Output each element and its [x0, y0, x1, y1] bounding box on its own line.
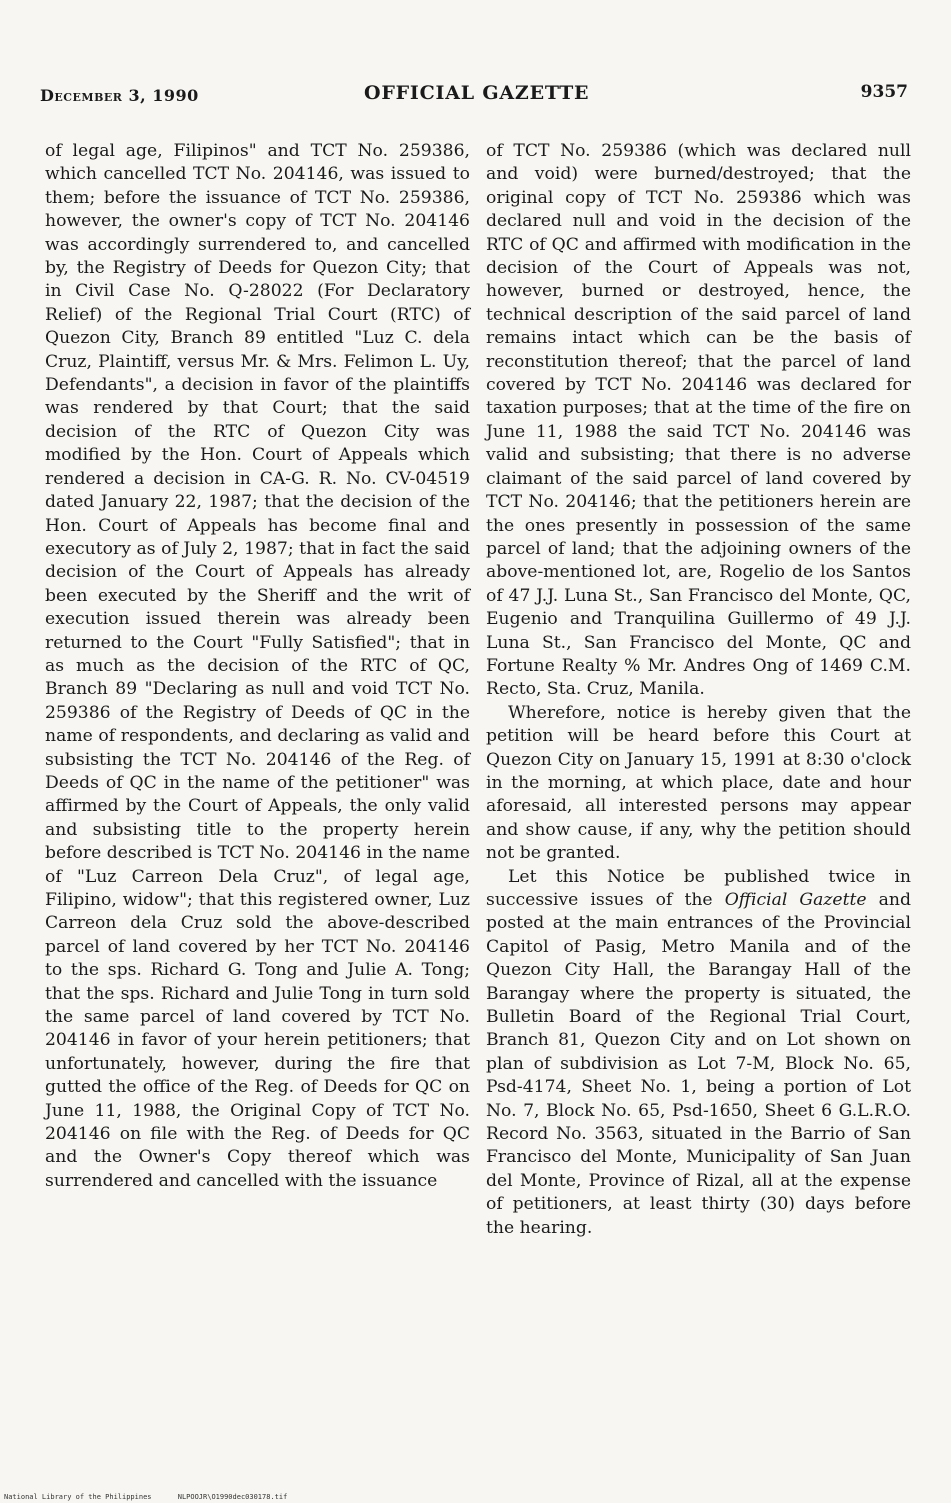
- right-column-paragraph-1: of TCT No. 259386 (which was declared null and void) were burned/destroyed; that the original copy of TCT No. 259386 which was declared null and void in the decision of the RTC of QC and affirmed with modification in the decision of the Court of Appeals was not, however, burned or destroyed, hence, the technical description of the said parcel of land remains intact which can be the basis of reconstitution thereof; that the parcel of land covered by TCT No. 204146 was declared for taxation purposes; that at the time of the fire on June 11, 1988 the said TCT No. 204146 was valid and subsisting; that there is no adverse claimant of the said parcel of land covered by TCT No. 204146; that the petitioners herein are the ones presently in possession of the same parcel of land; that the adjoining owners of the above-mentioned lot, are, Rogelio de los Santos of 47 J.J. Luna St., San Francisco del Monte, QC, Eugenio and Tranquilina Guillermo of 49 J.J. Luna St., San Francisco del Monte, QC and Fortune Realty % Mr. Andres Ong of 1469 C.M. Recto, Sta. Cruz, Manila.: [486, 141, 911, 700]
- left-column: [45, 140, 470, 1193]
- left-column-paragraph: of legal age, Filipinos" and TCT No. 259386, which cancelled TCT No. 204146, was issued to them; before the issuance of TCT No. 259386, however, the owner's copy of TCT No. 204146 was accordingly surrendered to, and cancelled by, the Registry of Deeds for Quezon City; that in Civil Case No. Q-28022 (For Declaratory Relief) of the Regional Trial Court (RTC) of Quezon City, Branch 89 entitled "Luz C. dela Cruz, Plaintiff, versus Mr. & Mrs. Felimon L. Uy, Defendants", a decision in favor of the plaintiffs was rendered by that Court; that the said decision of the RTC of Quezon City was modified by the Hon. Court of Appeals which rendered a decision in CA-G. R. No. CV-04519 dated January 22, 1987; that the decision of the Hon. Court of Appeals has become final and executory as of July 2, 1987; that in fact the said decision of the Court of Appeals has already been executed by the Sheriff and the writ of execution issued therein was already been returned to the Court "Fully Satisfied"; that in as much as the decision of the RTC of QC, Branch 89 "Declaring as null and void TCT No. 259386 of the Registry of Deeds of QC in the name of respondents, and declaring as valid and subsisting the TCT No. 204146 of the Reg. of Deeds of QC in the name of the petitioner" was affirmed by the Court of Appeals, the only valid and subsisting title to the property herein before described is TCT No. 204146 in the name of "Luz Carreon Dela Cruz", of legal age, Filipino, widow"; that this registered owner, Luz Carreon dela Cruz sold the above-described parcel of land covered by her TCT No. 204146 to the sps. Richard G. Tong and Julie A. Tong; that the sps. Richard and Julie Tong in turn sold the same parcel of land covered by TCT No. 204146 in favor of your herein petitioners; that unfortunately, however, during the fire that gutted the office of the Reg. of Deeds for QC on June 11, 1988, the Original Copy of TCT No. 204146 on file with the Reg. of Deeds for QC and the Owner's Copy thereof which was surrendered and cancelled with the issuance: [45, 141, 470, 1191]
- publication-order-text-end: and posted at the main entrances of the Provincial Capitol of Pasig, Metro Manila and of the Quezon City Hall, the Barangay Hall of the Barangay where the property is situated, the Bulletin Board of the Regional Trial Court, Branch 81, Quezon City and on Lot shown on plan of subdivision as Lot 7-M, Block No. 65, Psd-4174, Sheet No. 1, being a portion of Lot No. 7, Block No. 65, Psd-1650, Sheet 6 G.L.R.O. Record No. 3563, situated in the Barrio of San Francisco del Monte, Municipality of San Juan del Monte, Province of Rizal, all at the expense of petitioners, at least thirty (30) days before the hearing.: [486, 890, 911, 1238]
- gazette-name-italic: Official Gazette: [724, 890, 867, 910]
- page-number: 9357: [860, 82, 908, 102]
- publication-order-text-start: Let this Notice be published twice in successive issues of the: [486, 866, 911, 910]
- scan-filename: NLPOOJR\O1990dec030178.tif: [177, 1493, 288, 1501]
- issue-date: December 3, 1990: [40, 86, 199, 105]
- hearing-notice-paragraph: Wherefore, notice is hereby given that the petition will be heard before this Court at Quezon City on January 15, 1991 at 8:30 o'clock in the morning, at which place, date and hour aforesaid, all interested persons may appear and show cause, if any, why the petition should not be granted.: [486, 702, 911, 864]
- right-column: [486, 140, 911, 1240]
- library-credit: National Library of the Philippines: [4, 1493, 152, 1501]
- publication-title: OFFICIAL GAZETTE: [364, 82, 590, 104]
- page-header: [40, 78, 908, 108]
- publication-order-paragraph: [486, 866, 911, 1241]
- scan-footer: [4, 1493, 309, 1501]
